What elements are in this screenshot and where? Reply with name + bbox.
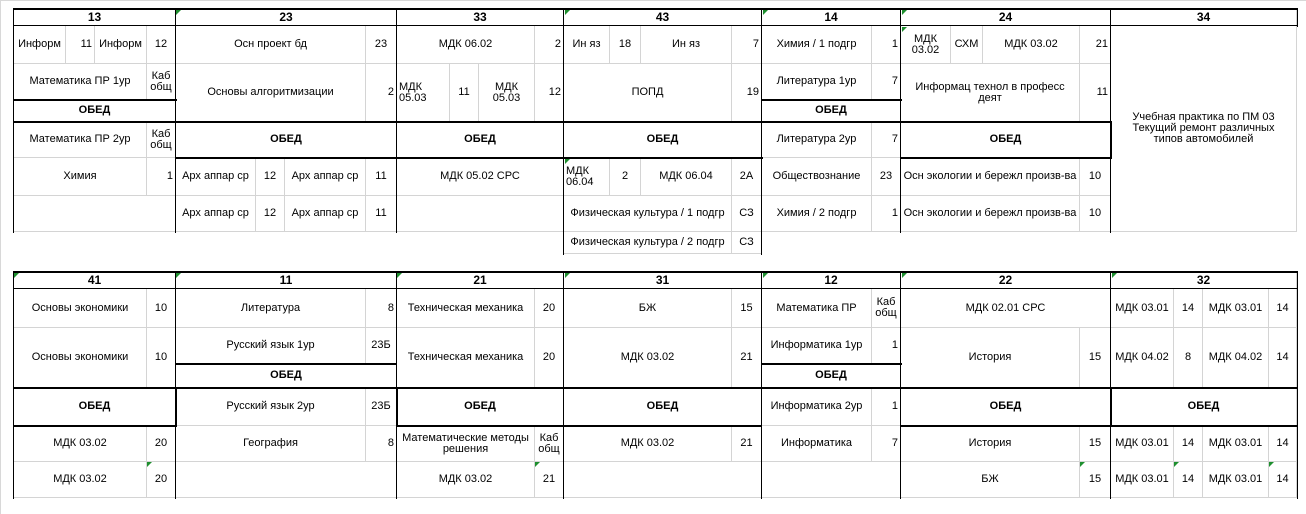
room-cell[interactable]: 15 xyxy=(1080,426,1111,462)
room-cell[interactable]: 7 xyxy=(872,426,901,462)
subject-cell[interactable]: МДК 03.02 xyxy=(14,426,147,462)
table-border xyxy=(563,8,564,255)
table-border xyxy=(13,288,1298,289)
room-cell[interactable]: 20 xyxy=(147,426,176,462)
room-cell[interactable]: 12 xyxy=(535,64,564,122)
subject-cell[interactable]: Физическая культура / 1 подгр xyxy=(564,196,732,232)
group-header: 12 xyxy=(762,272,901,289)
comment-marker-icon xyxy=(1269,462,1274,467)
comment-marker-icon xyxy=(902,10,907,15)
lunch-border xyxy=(175,157,563,159)
table-border xyxy=(900,271,901,499)
subject-cell[interactable]: МДК 03.01 xyxy=(1111,289,1174,328)
lunch-cell: ОБЕД xyxy=(564,122,762,158)
subject-cell[interactable]: МДК 03.02 xyxy=(14,462,147,498)
subject-cell[interactable]: Химия xyxy=(14,158,147,196)
subject-cell[interactable]: Арх аппар ср xyxy=(176,158,256,196)
room-cell[interactable]: 11 xyxy=(366,158,397,196)
lunch-cell: ОБЕД xyxy=(397,388,564,426)
group-header: 14 xyxy=(762,9,901,26)
lunch-border xyxy=(396,425,762,427)
room-cell[interactable]: 14 xyxy=(1269,462,1297,498)
comment-marker-icon xyxy=(535,462,540,467)
lunch-cell: ОБЕД xyxy=(176,364,397,388)
room-cell[interactable]: 1 xyxy=(872,26,901,64)
group-header: 33 xyxy=(397,9,564,26)
lunch-border xyxy=(175,387,397,389)
room-cell[interactable]: Каб общ xyxy=(872,289,901,328)
subject-cell[interactable]: Арх аппар ср xyxy=(285,196,366,232)
lunch-border xyxy=(13,99,177,101)
subject-cell[interactable]: Русский язык 2ур xyxy=(176,388,366,426)
room-cell[interactable]: 14 xyxy=(1269,426,1297,462)
room-cell[interactable]: 10 xyxy=(147,289,176,328)
lunch-border xyxy=(175,387,177,427)
room-cell[interactable]: 21 xyxy=(732,426,762,462)
subject-cell[interactable]: Арх аппар ср xyxy=(176,196,256,232)
group-header: 24 xyxy=(901,9,1111,26)
room-cell[interactable]: Каб общ xyxy=(147,122,176,158)
subject-cell[interactable]: История xyxy=(901,328,1080,388)
lunch-border xyxy=(13,425,177,427)
comment-marker-icon xyxy=(565,273,570,278)
room-cell[interactable]: 20 xyxy=(535,328,564,388)
room-cell[interactable]: 19 xyxy=(732,64,762,122)
subject-cell[interactable]: Информатика 2ур xyxy=(762,388,872,426)
lunch-cell: ОБЕД xyxy=(176,122,397,158)
table-border xyxy=(13,25,1298,26)
subject-cell[interactable]: Ин яз xyxy=(564,26,610,64)
room-cell[interactable]: 12 xyxy=(256,158,285,196)
lunch-border xyxy=(175,121,563,123)
room-cell[interactable]: 11 xyxy=(450,64,479,122)
comment-marker-icon xyxy=(763,10,768,15)
room-cell[interactable]: 18 xyxy=(610,26,641,64)
room-cell[interactable]: 15 xyxy=(1080,328,1111,388)
room-cell[interactable]: 23 xyxy=(366,26,397,64)
subject-cell[interactable]: Литература 1ур xyxy=(762,64,872,100)
room-cell[interactable]: 23Б xyxy=(366,328,397,364)
table-border xyxy=(13,271,1298,273)
subject-cell[interactable]: МДК 03.02 xyxy=(564,328,732,388)
subject-cell[interactable]: МДК 03.01 xyxy=(1111,462,1174,498)
subject-cell[interactable]: МДК 04.02 xyxy=(1203,328,1269,388)
subject-cell[interactable]: МДК 02.01 СРС xyxy=(901,289,1111,328)
empty-cell[interactable] xyxy=(397,196,564,232)
table-border xyxy=(761,8,762,255)
subject-cell[interactable]: МДК 03.01 xyxy=(1111,426,1174,462)
table-border xyxy=(563,271,564,499)
lunch-border xyxy=(1110,121,1112,159)
comment-marker-icon xyxy=(176,273,181,278)
subject-cell[interactable]: Основы экономики xyxy=(14,328,147,388)
room-cell[interactable]: 21 xyxy=(1080,26,1111,64)
group-header: 32 xyxy=(1111,272,1297,289)
subject-cell[interactable]: Основы экономики xyxy=(14,289,147,328)
subject-cell[interactable]: Русский язык 1ур xyxy=(176,328,366,364)
empty-cell[interactable] xyxy=(176,462,397,498)
subject-cell[interactable]: Математика ПР 2ур xyxy=(14,122,147,158)
lunch-border xyxy=(13,387,177,389)
room-cell[interactable]: 23 xyxy=(872,158,901,196)
comment-marker-icon xyxy=(902,273,907,278)
empty-cell[interactable] xyxy=(762,462,901,498)
subject-cell[interactable]: Арх аппар ср xyxy=(285,158,366,196)
subject-cell[interactable]: МДК 04.02 xyxy=(1111,328,1174,388)
room-cell[interactable]: 7 xyxy=(872,122,901,158)
comment-marker-icon xyxy=(1080,462,1085,467)
room-cell[interactable]: 2 xyxy=(535,26,564,64)
subject-cell[interactable]: Химия / 2 подгр xyxy=(762,196,872,232)
lunch-border xyxy=(13,121,177,123)
lunch-cell: ОБЕД xyxy=(762,364,901,388)
room-cell[interactable]: 1 xyxy=(147,158,176,196)
lunch-cell: ОБЕД xyxy=(14,100,176,122)
room-cell[interactable]: 7 xyxy=(872,64,901,100)
group-header: 21 xyxy=(397,272,564,289)
subject-cell[interactable]: МДК 06.04 xyxy=(564,158,610,196)
room-cell[interactable]: 1 xyxy=(872,388,901,426)
comment-marker-icon xyxy=(1174,462,1179,467)
table-border xyxy=(175,271,176,499)
subject-cell[interactable]: МДК 05.03 xyxy=(479,64,535,122)
table-border xyxy=(761,271,762,499)
lunch-border xyxy=(175,363,397,365)
subject-cell[interactable]: СХМ xyxy=(951,26,983,64)
subject-cell[interactable]: Техническая механика xyxy=(397,328,535,388)
table-border xyxy=(13,271,14,499)
subject-cell[interactable]: Физическая культура / 2 подгр xyxy=(564,232,732,254)
group-header: 23 xyxy=(176,9,397,26)
lunch-cell: ОБЕД xyxy=(14,388,176,426)
subject-cell[interactable]: МДК 03.02 xyxy=(397,462,535,498)
room-cell[interactable]: 2А xyxy=(732,158,762,196)
room-cell[interactable]: 21 xyxy=(732,328,762,388)
comment-marker-icon xyxy=(14,273,19,278)
room-cell[interactable]: 21 xyxy=(535,462,564,498)
room-cell[interactable]: 11 xyxy=(66,26,95,64)
lunch-border xyxy=(761,387,902,389)
subject-cell[interactable]: МДК 03.02 xyxy=(901,26,951,64)
comment-marker-icon xyxy=(1112,273,1117,278)
subject-cell[interactable]: МДК 03.02 xyxy=(564,426,732,462)
lunch-border xyxy=(563,121,763,123)
lunch-cell: ОБЕД xyxy=(762,100,901,122)
subject-cell[interactable]: Математика ПР xyxy=(762,289,872,328)
group-header: 41 xyxy=(14,272,176,289)
comment-marker-icon xyxy=(565,159,570,164)
table-border xyxy=(13,8,1298,10)
room-cell[interactable]: 23Б xyxy=(366,388,397,426)
subject-cell[interactable]: Математические методы решения xyxy=(397,426,535,462)
subject-cell[interactable]: ПОПД xyxy=(564,64,732,122)
subject-cell[interactable]: Литература 2ур xyxy=(762,122,872,158)
comment-marker-icon xyxy=(147,462,152,467)
room-cell[interactable]: СЗ xyxy=(732,196,762,232)
subject-cell[interactable]: Обществознание xyxy=(762,158,872,196)
room-cell[interactable]: 2 xyxy=(610,158,641,196)
room-cell[interactable]: 10 xyxy=(147,328,176,388)
subject-cell[interactable]: Информатика 1ур xyxy=(762,328,872,364)
practice-cell[interactable]: Учебная практика по ПМ 03 Текущий ремонт различных типов автомобилей xyxy=(1111,26,1297,232)
room-cell[interactable]: 14 xyxy=(1174,462,1203,498)
subject-cell[interactable]: Осн проект бд xyxy=(176,26,366,64)
room-cell[interactable]: 1 xyxy=(872,196,901,232)
comment-marker-icon xyxy=(397,273,402,278)
room-cell[interactable]: Каб общ xyxy=(147,64,176,100)
room-cell[interactable]: 14 xyxy=(1269,289,1297,328)
lunch-border xyxy=(761,121,902,123)
room-cell[interactable]: 12 xyxy=(256,196,285,232)
lunch-cell: ОБЕД xyxy=(397,122,564,158)
room-cell[interactable]: 15 xyxy=(1080,462,1111,498)
room-cell[interactable]: 1 xyxy=(872,328,901,364)
room-cell[interactable]: 7 xyxy=(732,26,762,64)
subject-cell[interactable]: Литература xyxy=(176,289,366,328)
room-cell[interactable]: 8 xyxy=(366,426,397,462)
lunch-border xyxy=(900,121,1112,123)
room-cell[interactable]: 20 xyxy=(147,462,176,498)
group-header: 22 xyxy=(901,272,1111,289)
table-border xyxy=(1297,8,1298,27)
subject-cell[interactable]: Информ xyxy=(14,26,66,64)
group-header: 43 xyxy=(564,9,762,26)
lunch-border xyxy=(900,387,1298,389)
lunch-border xyxy=(900,425,1298,427)
subject-cell[interactable]: Осн экологии и бережл произв-ва xyxy=(901,158,1080,196)
room-cell[interactable]: 11 xyxy=(366,196,397,232)
subject-cell[interactable]: Математика ПР 1ур xyxy=(14,64,147,100)
comment-marker-icon xyxy=(902,27,907,32)
table-border xyxy=(1297,271,1298,499)
subject-cell[interactable]: МДК 03.01 xyxy=(1203,426,1269,462)
lunch-cell: ОБЕД xyxy=(901,122,1111,158)
lunch-cell: ОБЕД xyxy=(901,388,1111,426)
lunch-border xyxy=(761,99,902,101)
subject-cell[interactable]: Основы алгоритмизации xyxy=(176,64,366,122)
subject-cell[interactable]: МДК 06.04 xyxy=(641,158,732,196)
table-border xyxy=(396,271,397,499)
subject-cell[interactable]: МДК 05.03 xyxy=(397,64,450,122)
room-cell[interactable]: 14 xyxy=(1269,328,1297,388)
group-header: 13 xyxy=(14,9,176,26)
group-header: 34 xyxy=(1111,9,1297,26)
room-cell[interactable]: 8 xyxy=(366,289,397,328)
lunch-border xyxy=(396,387,762,389)
room-cell[interactable]: 14 xyxy=(1174,426,1203,462)
lunch-border xyxy=(396,387,398,427)
subject-cell[interactable]: Ин яз xyxy=(641,26,732,64)
room-cell[interactable]: 8 xyxy=(1174,328,1203,388)
room-cell[interactable]: 11 xyxy=(1080,64,1111,122)
empty-cell[interactable] xyxy=(564,462,762,498)
subject-cell[interactable]: МДК 03.01 xyxy=(1203,462,1269,498)
room-cell[interactable]: 10 xyxy=(1080,196,1111,232)
lunch-border xyxy=(761,363,902,365)
subject-cell[interactable]: Осн экологии и бережл произв-ва xyxy=(901,196,1080,232)
room-cell[interactable]: 14 xyxy=(1174,289,1203,328)
subject-cell[interactable]: БЖ xyxy=(901,462,1080,498)
lunch-border xyxy=(1110,387,1112,427)
subject-cell[interactable]: БЖ xyxy=(564,289,732,328)
group-header: 11 xyxy=(176,272,397,289)
lunch-cell: ОБЕД xyxy=(564,388,762,426)
room-cell[interactable]: 10 xyxy=(1080,158,1111,196)
subject-cell[interactable]: Химия / 1 подгр xyxy=(762,26,872,64)
lunch-border xyxy=(900,157,1112,159)
room-cell[interactable]: Каб общ xyxy=(535,426,564,462)
empty-cell[interactable] xyxy=(14,196,176,232)
comment-marker-icon xyxy=(565,10,570,15)
subject-cell[interactable]: МДК 03.01 xyxy=(1203,289,1269,328)
room-cell[interactable]: 12 xyxy=(147,26,176,64)
group-header: 31 xyxy=(564,272,762,289)
room-cell[interactable]: 15 xyxy=(732,289,762,328)
subject-cell[interactable]: Техническая механика xyxy=(397,289,535,328)
subject-cell[interactable]: Информатика xyxy=(762,426,872,462)
subject-cell[interactable]: География xyxy=(176,426,366,462)
comment-marker-icon xyxy=(176,10,181,15)
room-cell[interactable]: СЗ xyxy=(732,232,762,254)
subject-cell[interactable]: Информ xyxy=(95,26,147,64)
lunch-border xyxy=(563,157,763,159)
lunch-cell: ОБЕД xyxy=(1111,388,1297,426)
subject-cell[interactable]: Информац технол в професс деят xyxy=(901,64,1080,122)
room-cell[interactable]: 20 xyxy=(535,289,564,328)
room-cell[interactable]: 2 xyxy=(366,64,397,122)
subject-cell[interactable]: МДК 03.02 xyxy=(983,26,1080,64)
subject-cell[interactable]: МДК 06.02 xyxy=(397,26,535,64)
subject-cell[interactable]: История xyxy=(901,426,1080,462)
comment-marker-icon xyxy=(763,273,768,278)
table-border xyxy=(1110,271,1111,499)
subject-cell[interactable]: МДК 05.02 СРС xyxy=(397,158,564,196)
